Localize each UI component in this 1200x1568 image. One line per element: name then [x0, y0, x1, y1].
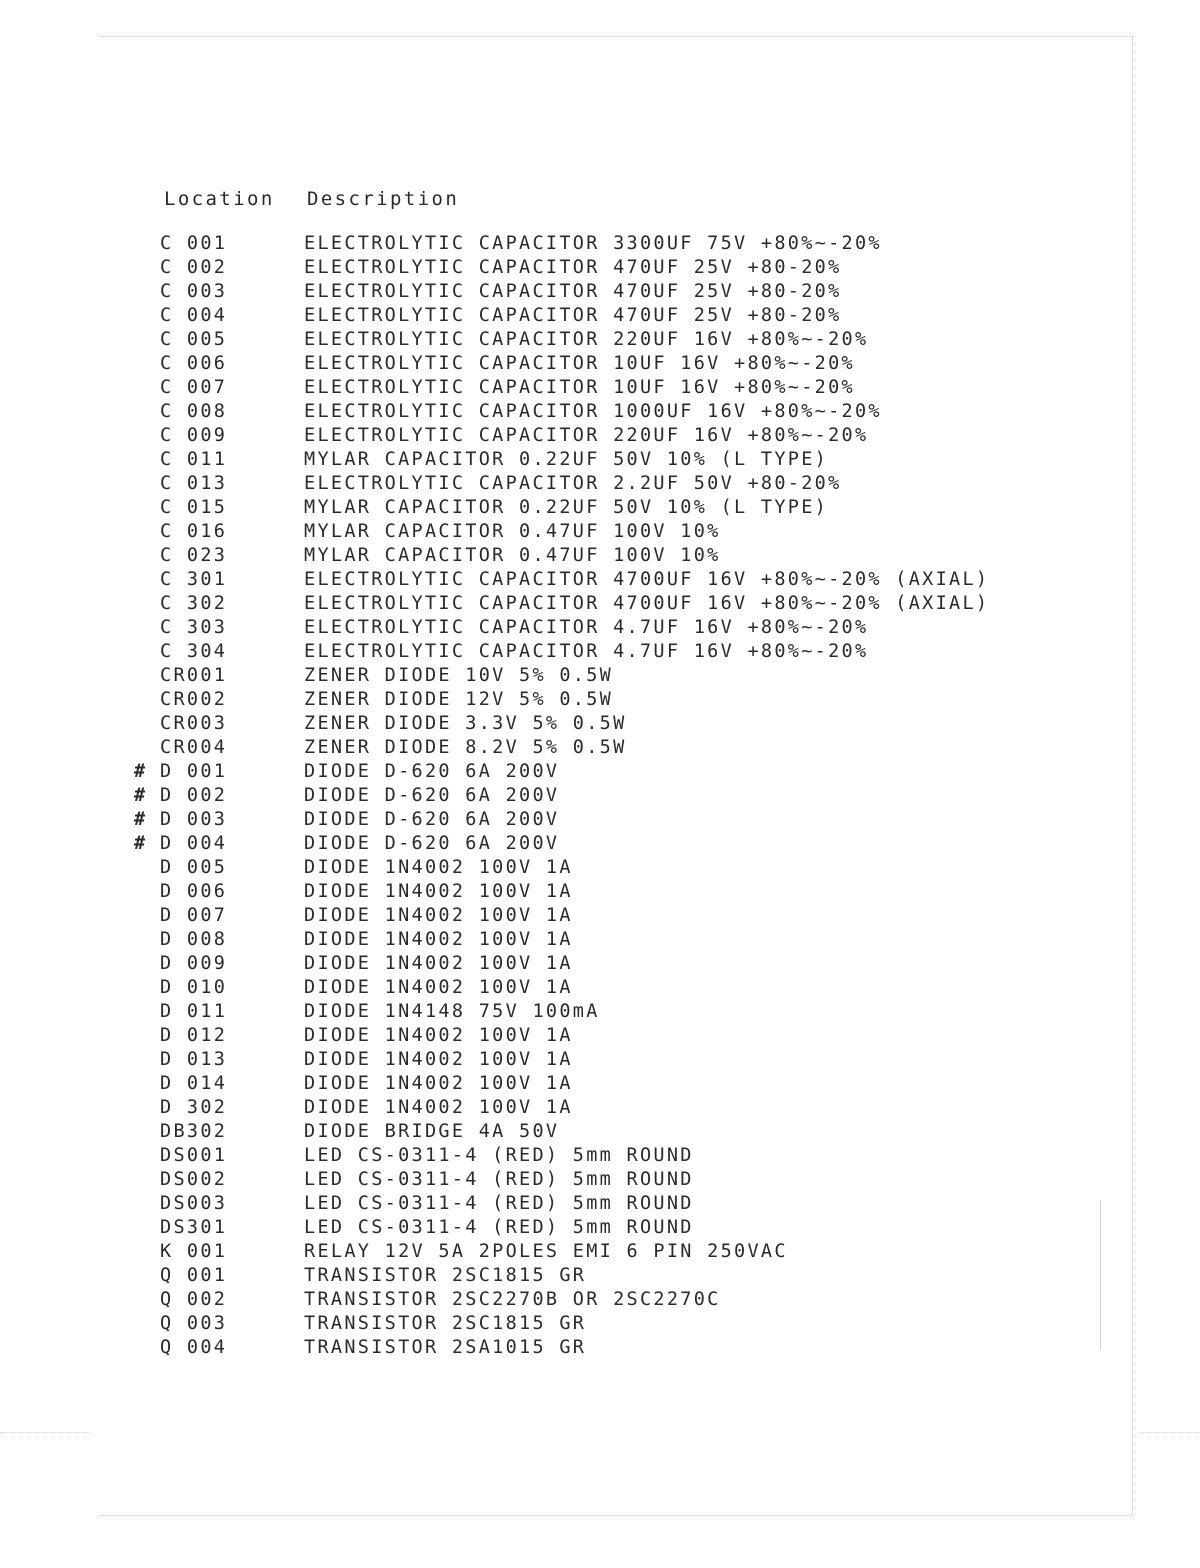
part-location: Q 004 — [160, 1337, 228, 1358]
part-description: MYLAR CAPACITOR 0.47UF 100V 10% — [304, 545, 721, 566]
part-description: ELECTROLYTIC CAPACITOR 220UF 16V +80%~-20% — [304, 425, 869, 446]
part-description: RELAY 12V 5A 2POLES EMI 6 PIN 250VAC — [304, 1241, 788, 1262]
part-row — [134, 808, 1094, 832]
part-description: LED CS-0311-4 (RED) 5mm ROUND — [304, 1217, 694, 1238]
part-row — [134, 1312, 1094, 1336]
part-row — [134, 352, 1094, 376]
part-location: C 011 — [160, 449, 228, 470]
part-description: ELECTROLYTIC CAPACITOR 470UF 25V +80-20% — [304, 257, 842, 278]
part-location: DB302 — [160, 1121, 228, 1142]
part-location: D 001 — [160, 761, 228, 782]
part-description: DIODE 1N4002 100V 1A — [304, 881, 573, 902]
part-location: D 004 — [160, 833, 228, 854]
part-row — [134, 472, 1094, 496]
scan-mark-right — [1140, 1432, 1200, 1433]
part-description: DIODE D-620 6A 200V — [304, 809, 560, 830]
part-description: DIODE 1N4002 100V 1A — [304, 1025, 573, 1046]
part-location: D 002 — [160, 785, 228, 806]
part-row — [134, 1000, 1094, 1024]
scan-vertical-mark — [1100, 1200, 1101, 1350]
part-description: ZENER DIODE 3.3V 5% 0.5W — [304, 713, 627, 734]
part-mark: # — [134, 809, 148, 830]
part-location: C 005 — [160, 329, 228, 350]
part-description: DIODE 1N4002 100V 1A — [304, 857, 573, 878]
part-mark: # — [134, 785, 148, 806]
part-description: ELECTROLYTIC CAPACITOR 2.2UF 50V +80-20% — [304, 473, 842, 494]
header-location: Location — [164, 188, 275, 210]
part-location: C 302 — [160, 593, 228, 614]
part-location: C 304 — [160, 641, 228, 662]
part-row — [134, 1288, 1094, 1312]
part-location: C 003 — [160, 281, 228, 302]
part-location: K 001 — [160, 1241, 228, 1262]
scan-border-right — [1132, 36, 1133, 1516]
part-row — [134, 592, 1094, 616]
part-row — [134, 664, 1094, 688]
part-description: DIODE 1N4002 100V 1A — [304, 953, 573, 974]
part-location: Q 003 — [160, 1313, 228, 1334]
part-description: ELECTROLYTIC CAPACITOR 10UF 16V +80%~-20% — [304, 353, 855, 374]
part-description: ELECTROLYTIC CAPACITOR 470UF 25V +80-20% — [304, 281, 842, 302]
part-row — [134, 904, 1094, 928]
part-description: MYLAR CAPACITOR 0.47UF 100V 10% — [304, 521, 721, 542]
part-location: CR001 — [160, 665, 228, 686]
part-location: DS001 — [160, 1145, 228, 1166]
part-description: DIODE BRIDGE 4A 50V — [304, 1121, 560, 1142]
part-row — [134, 544, 1094, 568]
part-description: ELECTROLYTIC CAPACITOR 4.7UF 16V +80%~-20% — [304, 641, 869, 662]
part-location: Q 002 — [160, 1289, 228, 1310]
part-location: D 011 — [160, 1001, 228, 1022]
part-description: DIODE 1N4002 100V 1A — [304, 1049, 573, 1070]
part-row — [134, 400, 1094, 424]
part-description: ELECTROLYTIC CAPACITOR 220UF 16V +80%~-20% — [304, 329, 869, 350]
part-row — [134, 496, 1094, 520]
part-location: C 301 — [160, 569, 228, 590]
part-row — [134, 1120, 1094, 1144]
part-row — [134, 448, 1094, 472]
part-description: LED CS-0311-4 (RED) 5mm ROUND — [304, 1145, 694, 1166]
part-location: C 002 — [160, 257, 228, 278]
part-description: DIODE D-620 6A 200V — [304, 785, 560, 806]
part-row — [134, 1336, 1094, 1360]
part-location: C 007 — [160, 377, 228, 398]
part-mark: # — [134, 761, 148, 782]
part-description: ELECTROLYTIC CAPACITOR 10UF 16V +80%~-20% — [304, 377, 855, 398]
part-description: ZENER DIODE 8.2V 5% 0.5W — [304, 737, 627, 758]
part-row — [134, 1096, 1094, 1120]
part-row — [134, 304, 1094, 328]
part-location: D 010 — [160, 977, 228, 998]
part-row — [134, 688, 1094, 712]
part-location: DS003 — [160, 1193, 228, 1214]
part-row — [134, 616, 1094, 640]
part-description: TRANSISTOR 2SC2270B OR 2SC2270C — [304, 1289, 721, 1310]
part-location: D 005 — [160, 857, 228, 878]
part-description: TRANSISTOR 2SA1015 GR — [304, 1337, 587, 1358]
part-row — [134, 856, 1094, 880]
part-row — [134, 784, 1094, 808]
part-location: DS301 — [160, 1217, 228, 1238]
part-row — [134, 520, 1094, 544]
part-location: DS002 — [160, 1169, 228, 1190]
part-row — [134, 1072, 1094, 1096]
part-row — [134, 424, 1094, 448]
part-location: D 012 — [160, 1025, 228, 1046]
part-row — [134, 952, 1094, 976]
parts-list — [134, 232, 1094, 1360]
part-row — [134, 976, 1094, 1000]
part-location: C 004 — [160, 305, 228, 326]
part-row — [134, 256, 1094, 280]
part-row — [134, 736, 1094, 760]
part-row — [134, 1048, 1094, 1072]
part-location: CR002 — [160, 689, 228, 710]
part-description: ELECTROLYTIC CAPACITOR 3300UF 75V +80%~-20% — [304, 233, 882, 254]
part-row — [134, 928, 1094, 952]
part-row — [134, 376, 1094, 400]
scan-mark-left — [0, 1432, 90, 1433]
part-description: ZENER DIODE 12V 5% 0.5W — [304, 689, 614, 710]
part-location: C 013 — [160, 473, 228, 494]
part-description: ELECTROLYTIC CAPACITOR 4.7UF 16V +80%~-20% — [304, 617, 869, 638]
part-location: D 006 — [160, 881, 228, 902]
part-description: DIODE D-620 6A 200V — [304, 761, 560, 782]
part-description: DIODE 1N4002 100V 1A — [304, 929, 573, 950]
part-row — [134, 1240, 1094, 1264]
part-description: ELECTROLYTIC CAPACITOR 4700UF 16V +80%~-20% (AXIAL) — [304, 593, 990, 614]
part-location: C 001 — [160, 233, 228, 254]
part-description: DIODE 1N4002 100V 1A — [304, 1097, 573, 1118]
part-location: C 006 — [160, 353, 228, 374]
part-location: C 015 — [160, 497, 228, 518]
part-location: D 003 — [160, 809, 228, 830]
part-location: D 013 — [160, 1049, 228, 1070]
part-row — [134, 328, 1094, 352]
part-description: DIODE 1N4002 100V 1A — [304, 905, 573, 926]
part-description: DIODE 1N4002 100V 1A — [304, 1073, 573, 1094]
part-mark: # — [134, 833, 148, 854]
part-location: C 008 — [160, 401, 228, 422]
part-location: CR004 — [160, 737, 228, 758]
part-row — [134, 232, 1094, 256]
part-description: LED CS-0311-4 (RED) 5mm ROUND — [304, 1193, 694, 1214]
part-description: LED CS-0311-4 (RED) 5mm ROUND — [304, 1169, 694, 1190]
part-description: MYLAR CAPACITOR 0.22UF 50V 10% (L TYPE) — [304, 497, 829, 518]
part-row — [134, 640, 1094, 664]
part-location: D 009 — [160, 953, 228, 974]
part-location: D 008 — [160, 929, 228, 950]
part-location: CR003 — [160, 713, 228, 734]
part-location: C 009 — [160, 425, 228, 446]
part-location: C 023 — [160, 545, 228, 566]
part-row — [134, 712, 1094, 736]
scan-border-bottom — [100, 1515, 1132, 1516]
part-description: MYLAR CAPACITOR 0.22UF 50V 10% (L TYPE) — [304, 449, 829, 470]
part-row — [134, 1264, 1094, 1288]
part-description: DIODE 1N4002 100V 1A — [304, 977, 573, 998]
part-location: D 302 — [160, 1097, 228, 1118]
part-location: D 014 — [160, 1073, 228, 1094]
part-row — [134, 1144, 1094, 1168]
part-location: C 016 — [160, 521, 228, 542]
part-description: DIODE D-620 6A 200V — [304, 833, 560, 854]
part-row — [134, 760, 1094, 784]
part-row — [134, 1168, 1094, 1192]
part-description: TRANSISTOR 2SC1815 GR — [304, 1265, 587, 1286]
part-row — [134, 1216, 1094, 1240]
part-location: Q 001 — [160, 1265, 228, 1286]
part-row — [134, 880, 1094, 904]
part-location: D 007 — [160, 905, 228, 926]
part-location: C 303 — [160, 617, 228, 638]
part-description: ELECTROLYTIC CAPACITOR 1000UF 16V +80%~-20% — [304, 401, 882, 422]
part-description: ZENER DIODE 10V 5% 0.5W — [304, 665, 614, 686]
part-description: DIODE 1N4148 75V 100mA — [304, 1001, 600, 1022]
part-row — [134, 1024, 1094, 1048]
part-row — [134, 832, 1094, 856]
part-row — [134, 568, 1094, 592]
part-description: ELECTROLYTIC CAPACITOR 470UF 25V +80-20% — [304, 305, 842, 326]
part-description: ELECTROLYTIC CAPACITOR 4700UF 16V +80%~-20% (AXIAL) — [304, 569, 990, 590]
part-description: TRANSISTOR 2SC1815 GR — [304, 1313, 587, 1334]
part-row — [134, 280, 1094, 304]
part-row — [134, 1192, 1094, 1216]
header-description: Description — [307, 188, 460, 210]
scan-border-top — [100, 36, 1132, 37]
